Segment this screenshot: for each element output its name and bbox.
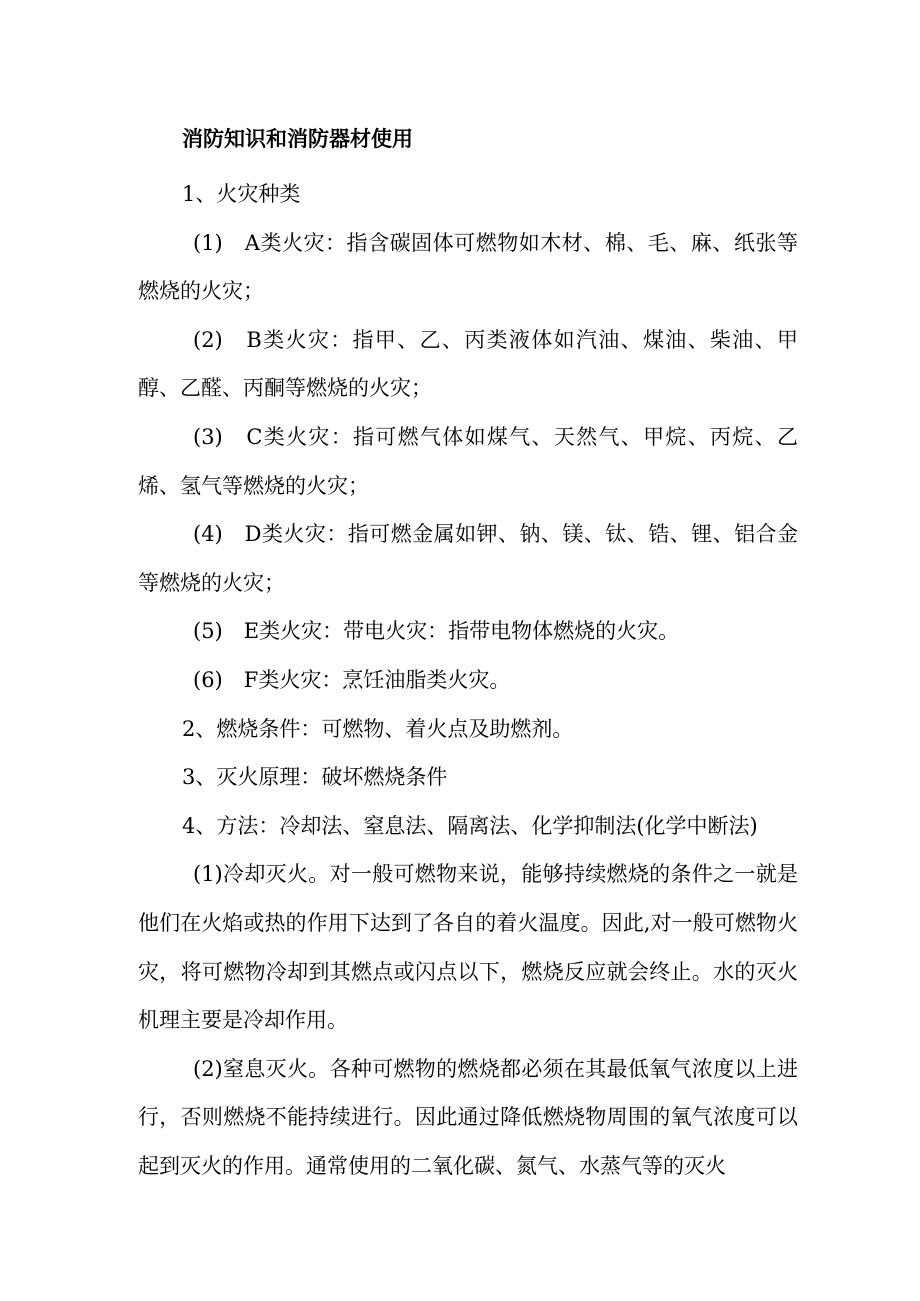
fire-class-b-paragraph: (2) B类火灾：指甲、乙、丙类液体如汽油、煤油、柴油、甲醇、乙醛、丙酮等燃烧的火灾； bbox=[138, 327, 798, 401]
section-fire-types-heading: 1、火灾种类 bbox=[182, 182, 301, 206]
cooling-method-paragraph: (1)冷却灭火。对一般可燃物来说，能够持续燃烧的条件之一就是他们在火焰或热的作用下达到了各自的着火温度。因此,对一般可燃物火灾，将可燃物冷却到其燃点或闪点以下，燃烧反应就会终止。水的灭火机理主要是冷却作用。 bbox=[138, 862, 798, 1033]
extinguishing-principle-paragraph: 3、灭火原理：破坏燃烧条件 bbox=[182, 765, 448, 790]
fire-class-a-paragraph: (1) A类火灾：指含碳固体可燃物如木材、棉、毛、麻、纸张等燃烧的火灾； bbox=[138, 230, 798, 304]
fire-class-f-paragraph: (6) F类火灾：烹饪油脂类火灾。 bbox=[193, 667, 511, 692]
smothering-method-paragraph: (2)窒息灭火。各种可燃物的燃烧都必须在其最低氧气浓度以上进行，否则燃烧不能持续进行。因此通过降低燃烧物周围的氧气浓度可以起到灭火的作用。通常使用的二氧化碳、氮气、水蒸气等的灭火 bbox=[138, 1056, 798, 1178]
extinguishing-methods-paragraph: 4、方法：冷却法、窒息法、隔离法、化学抑制法(化学中断法) bbox=[182, 813, 758, 838]
fire-class-e-paragraph: (5) E类火灾：带电火灾：指带电物体燃烧的火灾。 bbox=[193, 619, 680, 644]
document-title: 消防知识和消防器材使用 bbox=[182, 127, 413, 151]
combustion-conditions-paragraph: 2、燃烧条件：可燃物、着火点及助燃剂。 bbox=[182, 716, 574, 741]
fire-class-c-paragraph: (3) C类火灾：指可燃气体如煤气、天然气、甲烷、丙烷、乙烯、氢气等燃烧的火灾； bbox=[138, 424, 798, 498]
document-body bbox=[138, 170, 798, 1190]
fire-class-d-paragraph: (4) D类火灾：指可燃金属如钾、钠、镁、钛、锆、锂、铝合金等燃烧的火灾； bbox=[138, 522, 798, 595]
